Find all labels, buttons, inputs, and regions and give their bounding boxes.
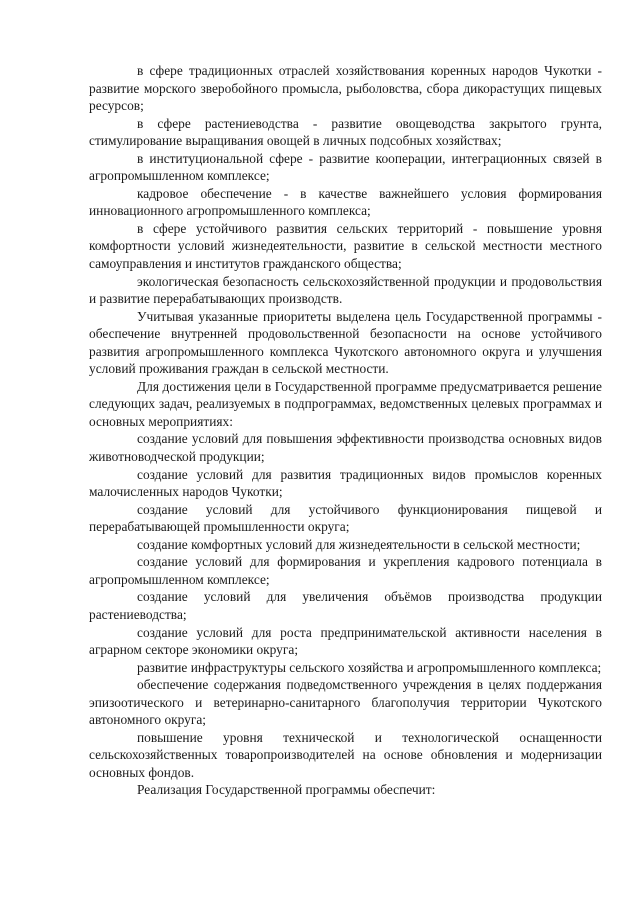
paragraph-tasks-intro: Для достижения цели в Государственной программе предусматривается решение следующих задач, реализуемых в подпрограммах, ведомственных целевых программах и основных мероприятиях:	[89, 378, 602, 429]
paragraph-implementation: Реализация Государственной программы обеспечит:	[137, 782, 436, 798]
paragraph-staffing: кадровое обеспечение - в качестве важнейшего условия формирования инновационного агропромышленного комплекса;	[89, 185, 602, 219]
paragraph-traditional-sectors: в сфере традиционных отраслей хозяйствования коренных народов Чукотки - развитие морского зверобойного промысла, рыболовства, сбора дикорастущих пищевых ресурсов;	[89, 63, 602, 114]
task-item-livestock: создание условий для повышения эффективности производства основных видов животноводческой продукции;	[89, 431, 602, 465]
task-item-infrastructure: развитие инфраструктуры сельского хозяйства и агропромышленного комплекса;	[137, 659, 602, 675]
paragraph-crop-production: в сфере растениеводства - развитие овощеводства закрытого грунта, стимулирование выращивания овощей в личных подсобных хозяйствах;	[89, 115, 602, 149]
document-page	[89, 62, 602, 799]
task-item-entrepreneurship: создание условий для роста предпринимательской активности населения в аграрном секторе экономики округа;	[89, 624, 602, 658]
task-item-veterinary: обеспечение содержания подведомственного учреждения в целях поддержания эпизоотического и ветеринарно-санитарного благополучия территории Чукотского автономного округа;	[89, 677, 602, 728]
paragraph-program-goal: Учитывая указанные приоритеты выделена цель Государственной программы - обеспечение внутренней продовольственной безопасности на основе устойчивого развития агропромышленного комплекса Чукотского автономного округа и улучшения условий проживания граждан в сельской местности.	[89, 308, 602, 377]
paragraph-institutional-sphere: в институциональной сфере - развитие кооперации, интеграционных связей в агропромышленном комплексе;	[89, 150, 602, 184]
task-item-traditional-crafts: создание условий для развития традиционных видов промыслов коренных малочисленных народов Чукотки;	[89, 466, 602, 500]
task-item-rural-comfort: создание комфортных условий для жизнедеятельности в сельской местности;	[137, 536, 581, 552]
paragraph-rural-development: в сфере устойчивого развития сельских территорий - повышение уровня комфортности условий жизнедеятельности, развитие в сельской местности местного самоуправления и институтов гражданского общества;	[89, 220, 602, 272]
paragraph-ecological-safety: экологическая безопасность сельскохозяйственной продукции и продовольствия и развитие перерабатывающих производств.	[89, 273, 602, 307]
task-item-personnel: создание условий для формирования и укрепления кадрового потенциала в агропромышленном комплексе;	[89, 554, 602, 587]
task-item-technical-equipment: повышение уровня технической и технологической оснащенности сельскохозяйственных товаропроизводителей на основе обновления и модернизации основных фондов.	[89, 729, 602, 780]
task-item-food-industry: создание условий для устойчивого функционирования пищевой и перерабатывающей промышленности округа;	[89, 501, 602, 535]
task-item-crop-volume: создание условий для увеличения объёмов производства продукции растениеводства;	[89, 589, 602, 622]
